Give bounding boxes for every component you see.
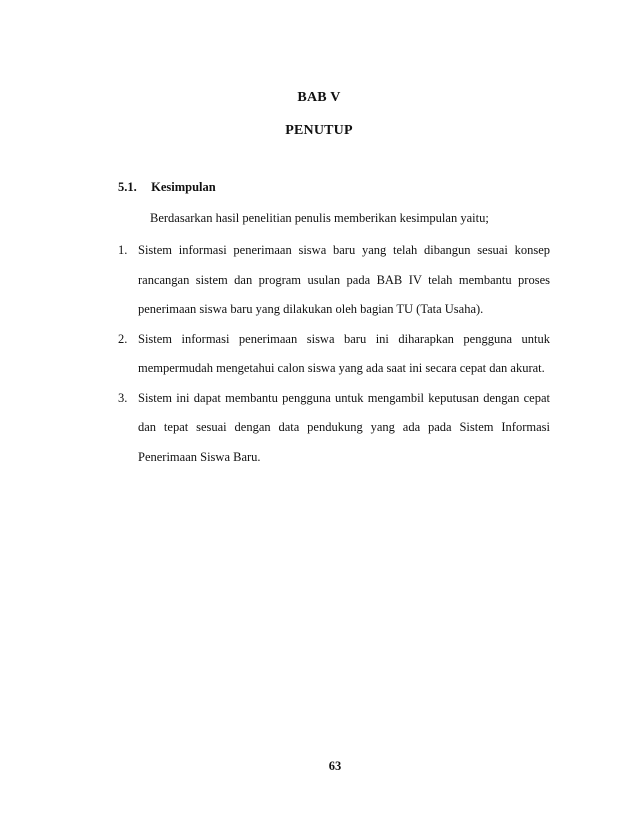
list-item-text: Sistem informasi penerimaan siswa baru yang telah dibangun sesuai konsep rancangan sistem dan program usulan pada BAB IV telah membantu proses penerimaan siswa baru yang dilakukan oleh bagian TU (Tata Usaha). [138,243,550,316]
list-marker: 1. [118,243,128,257]
list-item [118,325,550,384]
section-heading [118,180,216,195]
list-marker: 3. [118,390,128,405]
section-number: 5.1. [118,180,137,194]
list-item-text: Sistem informasi penerimaan siswa baru ini diharapkan pengguna untuk mempermudah mengetahui calon siswa yang ada saat ini secara cepat dan akurat. [138,331,550,375]
list-item [118,384,550,473]
conclusion-list [118,236,550,472]
list-item [118,236,550,325]
section-intro: Berdasarkan hasil penelitian penulis memberikan kesimpulan yaitu; [150,211,489,225]
page-number: 63 [328,759,342,773]
section-title: Kesimpulan [151,180,216,194]
list-marker: 2. [118,331,128,346]
chapter-number: BAB V [297,90,341,105]
list-item-text: Sistem ini dapat membantu pengguna untuk mengambil keputusan dengan cepat dan tepat sesuai dengan data pendukung yang ada pada Sistem Informasi Penerimaan Siswa Baru. [138,390,550,464]
chapter-title: PENUTUP [285,123,353,138]
